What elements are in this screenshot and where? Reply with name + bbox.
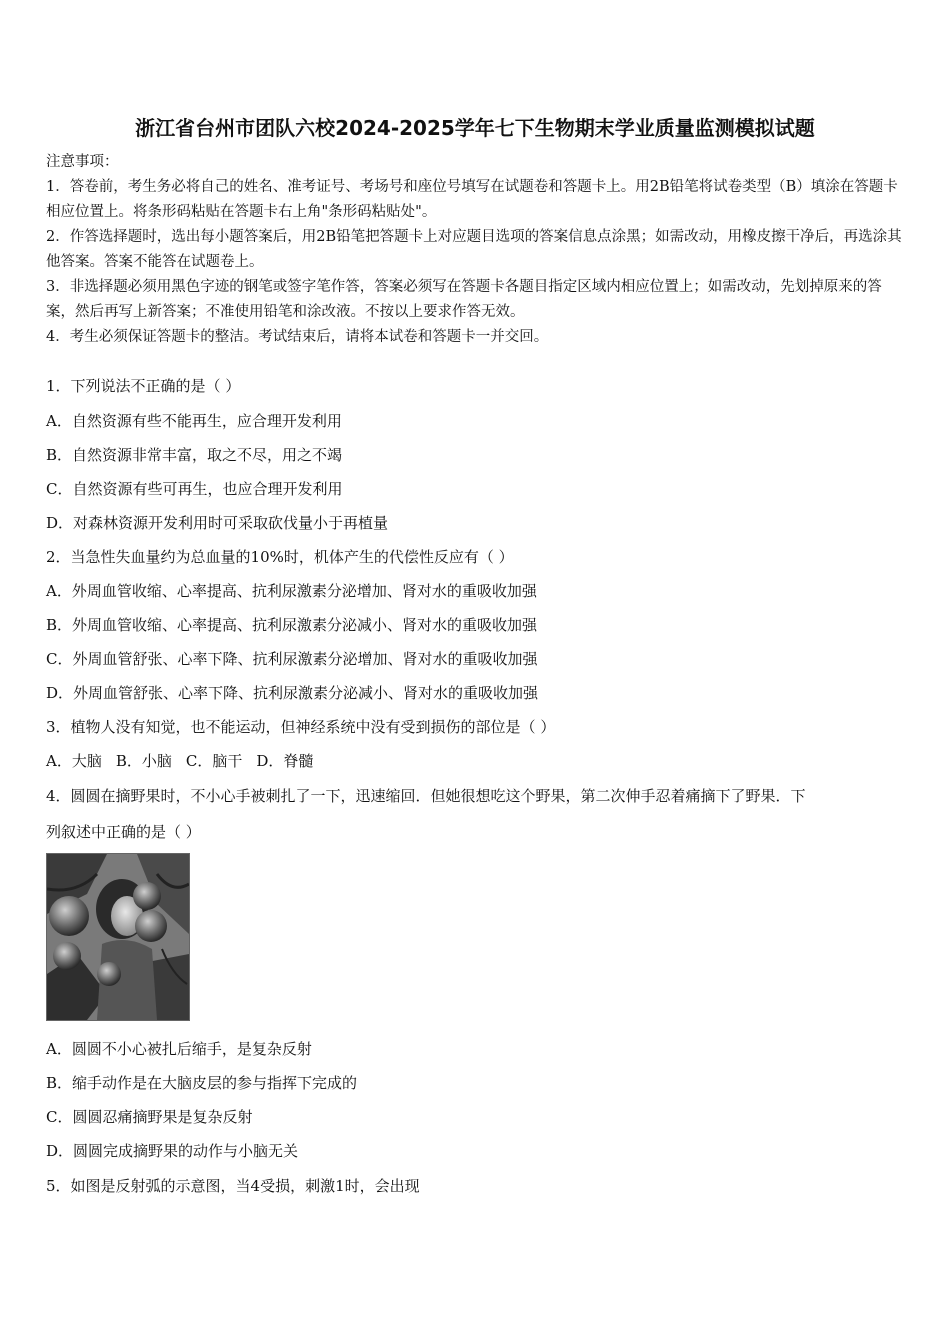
question-4-stem-line-2: 列叙述中正确的是（ ） (46, 823, 201, 841)
notice-item: 4．考生必须保证答题卡的整洁。考试结束后，请将本试卷和答题卡一并交回。 (46, 329, 549, 345)
question-4-option-a: A．圆圆不小心被扎后缩手，是复杂反射 (46, 1040, 312, 1058)
question-3-stem: 3．植物人没有知觉，也不能运动，但神经系统中没有受到损伤的部位是（ ） (46, 718, 556, 736)
question-2-option-d: D．外周血管舒张、心率下降、抗利尿激素分泌减小、肾对水的重吸收加强 (46, 684, 539, 702)
question-1-option-b: B．自然资源非常丰富，取之不尽，用之不竭 (46, 446, 343, 464)
question-4-option-d: D．圆圆完成摘野果的动作与小脑无关 (46, 1142, 299, 1160)
question-4-option-b: B．缩手动作是在大脑皮层的参与指挥下完成的 (46, 1074, 358, 1092)
question-4-option-c: C．圆圆忍痛摘野果是复杂反射 (46, 1108, 253, 1126)
question-2-option-b: B．外周血管收缩、心率提高、抗利尿激素分泌减小、肾对水的重吸收加强 (46, 616, 538, 634)
question-3-option-a: A．大脑 (46, 752, 102, 770)
question-5-stem: 5．如图是反射弧的示意图，当4受损，刺激1时，会出现 (46, 1177, 420, 1195)
question-2-option-c: C．外周血管舒张、心率下降、抗利尿激素分泌增加、肾对水的重吸收加强 (46, 650, 538, 668)
question-3-option-d: D．脊髓 (256, 752, 314, 770)
question-3-option-c: C．脑干 (185, 752, 243, 770)
question-1-stem: 1．下列说法不正确的是（ ） (46, 377, 241, 395)
question-1-option-d: D．对森林资源开发利用时可采取砍伐量小于再植量 (46, 514, 389, 532)
question-2-stem: 2．当急性失血量约为总血量的10%时，机体产生的代偿性反应有（ ） (46, 548, 514, 566)
question-4-photo (46, 853, 190, 1021)
notice-heading: 注意事项： (46, 154, 119, 170)
question-3-options (46, 750, 327, 771)
notice-section (46, 150, 906, 350)
question-4-stem-line-1: 4．圆圆在摘野果时，不小心手被刺扎了一下，迅速缩回．但她很想吃这个野果，第二次伸手忍着痛摘下了野果．下 (46, 787, 806, 805)
notice-item: 2．作答选择题时，选出每小题答案后，用2B铅笔把答题卡上对应题目选项的答案信息点涂黑；如需改动，用橡皮擦干净后，再选涂其他答案。答案不能答在试题卷上。 (46, 229, 902, 270)
page-title: 浙江省台州市团队六校2024-2025学年七下生物期末学业质量监测模拟试题 (135, 116, 815, 140)
girl-picking-fruit-photo (47, 854, 189, 1020)
question-2-option-a: A．外周血管收缩、心率提高、抗利尿激素分泌增加、肾对水的重吸收加强 (46, 582, 537, 600)
question-1-option-a: A．自然资源有些不能再生，应合理开发利用 (46, 412, 342, 430)
notice-item: 3．非选择题必须用黑色字迹的钢笔或签字笔作答，答案必须写在答题卡各题目指定区域内相应位置上；如需改动，先划掉原来的答案，然后再写上新答案；不准使用铅笔和涂改液。不按以上要求作答无效。 (46, 279, 882, 320)
question-1-option-c: C．自然资源有些可再生，也应合理开发利用 (46, 480, 343, 498)
question-3-option-b: B．小脑 (115, 752, 172, 770)
notice-item: 1．答卷前，考生务必将自己的姓名、准考证号、考场号和座位号填写在试题卷和答题卡上。用2B铅笔将试卷类型（B）填涂在答题卡相应位置上。将条形码粘贴在答题卡右上角"条形码粘贴处"。 (46, 179, 898, 220)
